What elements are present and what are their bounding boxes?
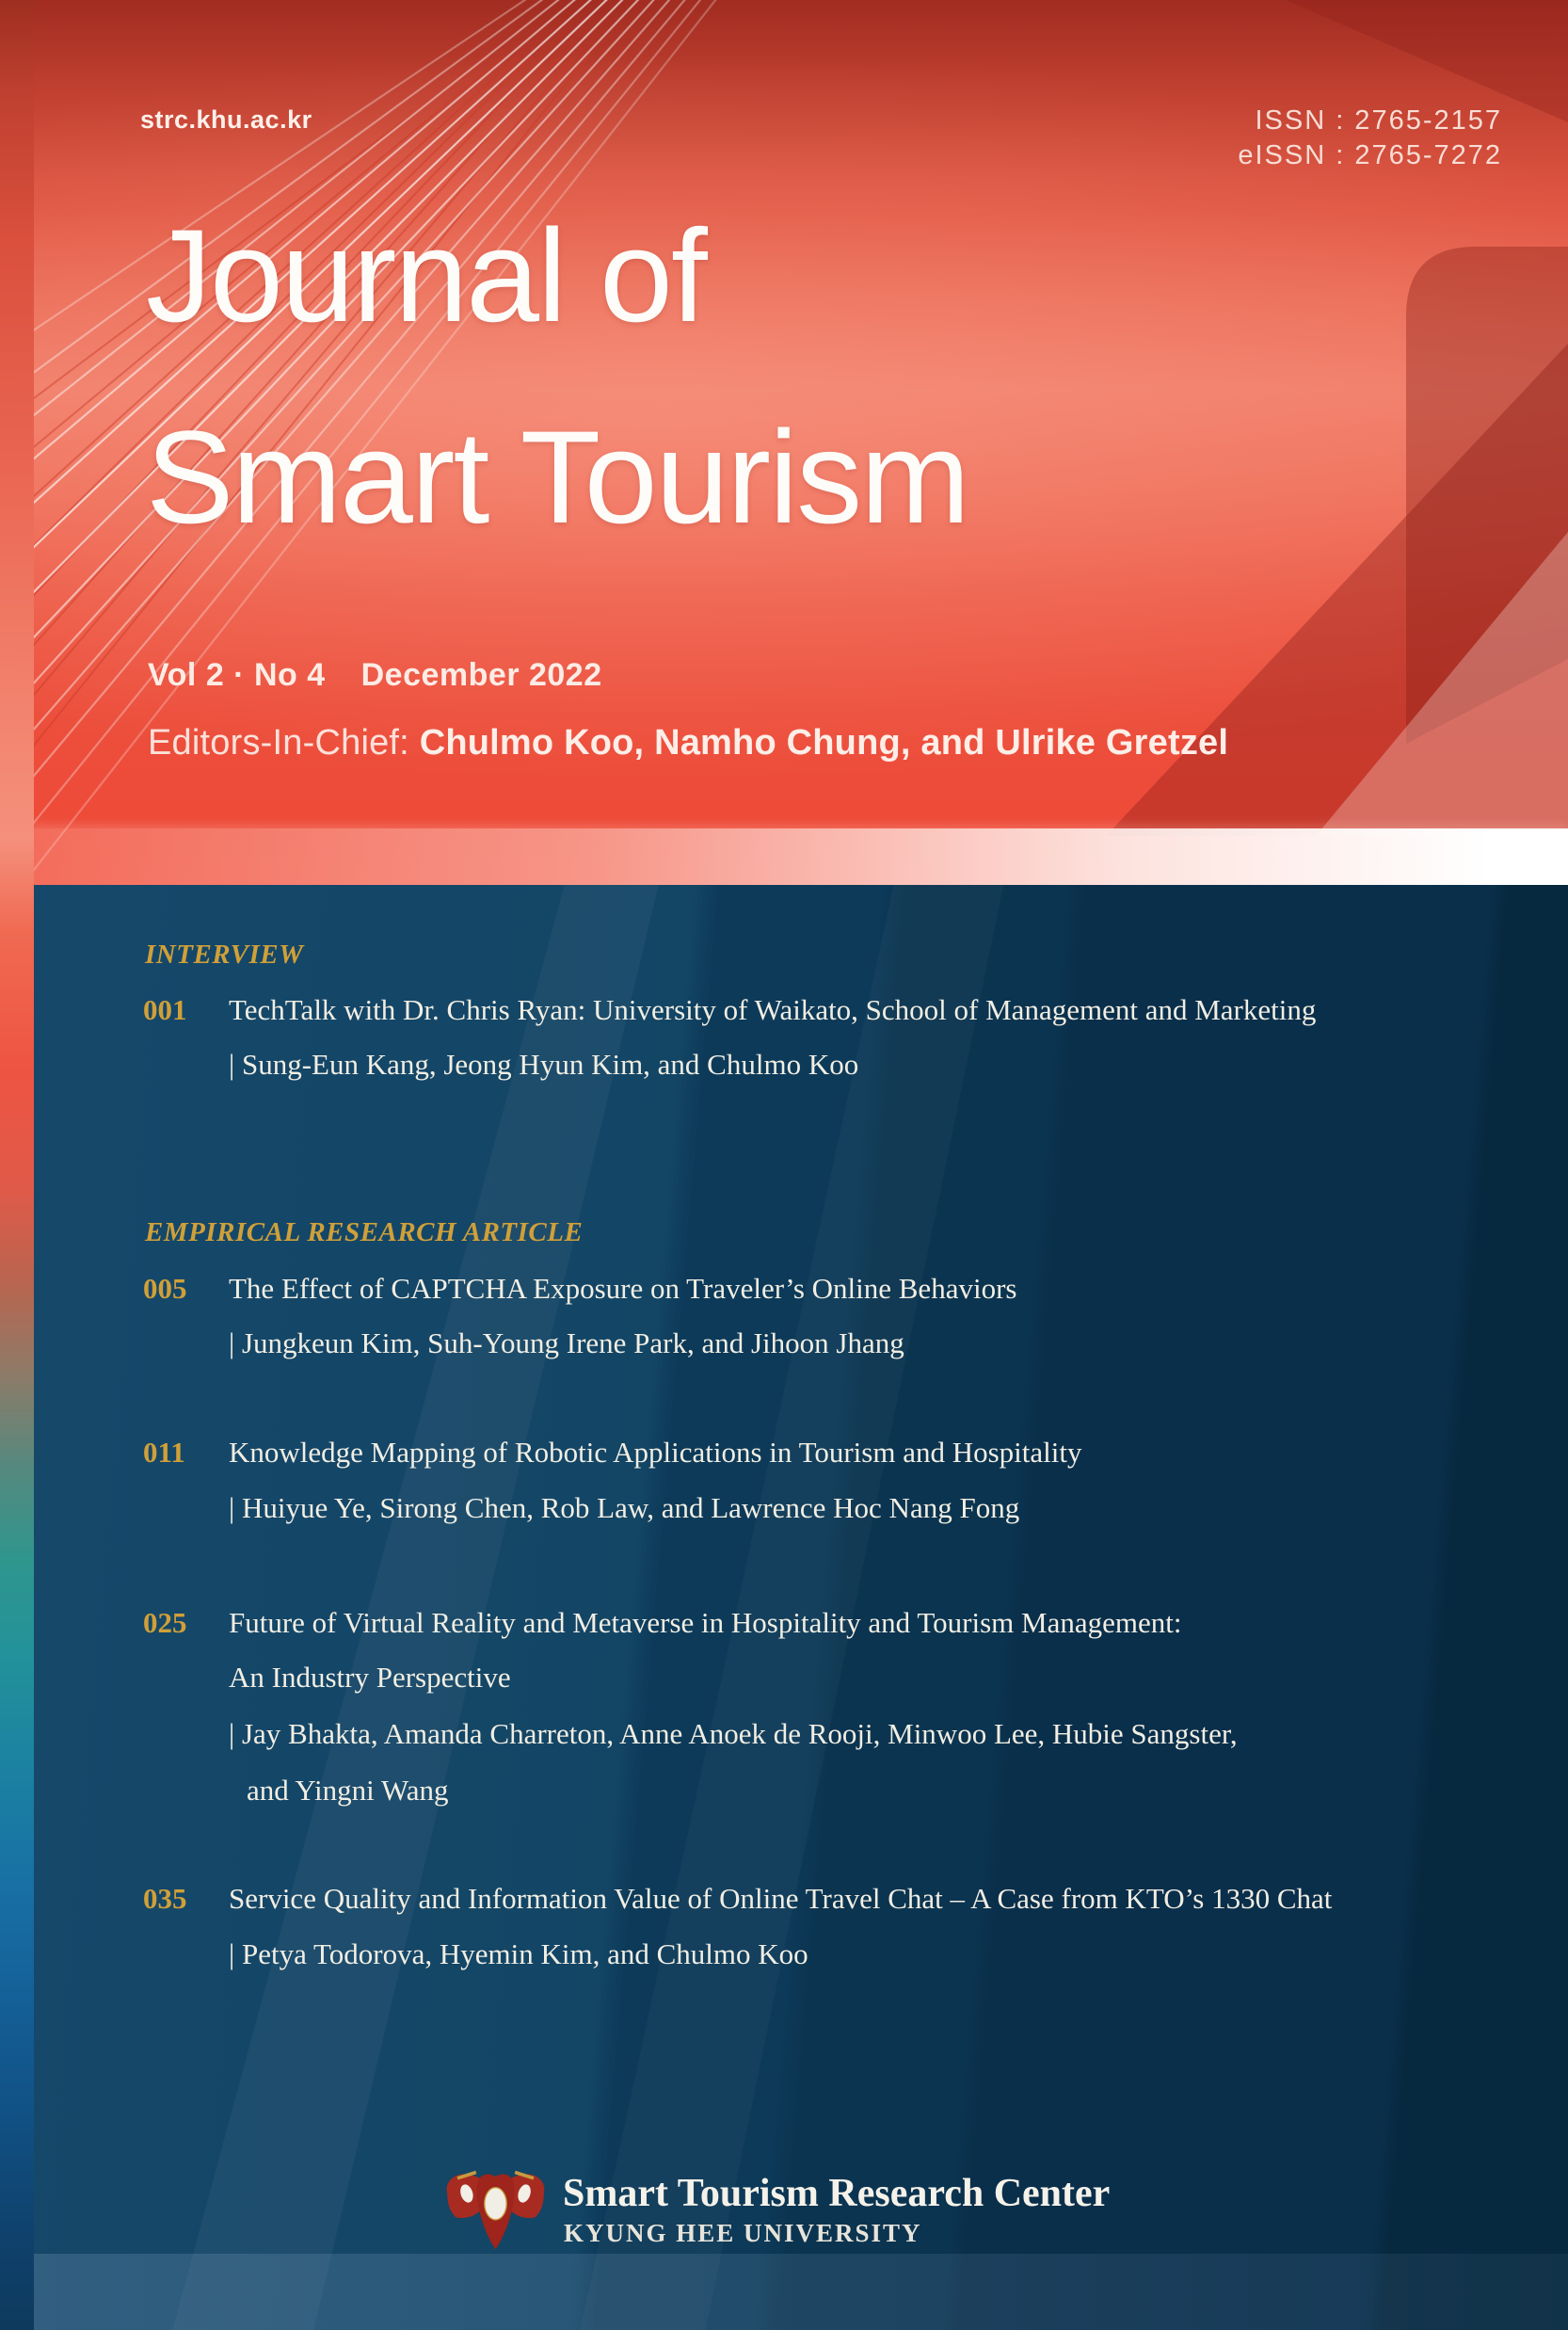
issn-block bbox=[1238, 104, 1502, 173]
toc-section-heading-empirical: EMPIRICAL RESEARCH ARTICLE bbox=[145, 1217, 584, 1247]
kyung-hee-crest-icon bbox=[440, 2167, 551, 2254]
research-center-name: Smart Tourism Research Center bbox=[563, 2172, 1111, 2215]
toc-page-number: 001 bbox=[143, 993, 187, 1026]
toc-article-title: TechTalk with Dr. Chris Ryan: University of Waikato, School of Management and Marketing bbox=[229, 993, 1317, 1026]
toc-article-title-line2: An Industry Perspective bbox=[229, 1661, 511, 1694]
volume-issue-line bbox=[148, 657, 602, 694]
toc-article-authors: | Jungkeun Kim, Suh-Young Irene Park, and Jihoon Jhang bbox=[229, 1326, 904, 1359]
footer-band bbox=[0, 2254, 1568, 2330]
university-name: KYUNG HEE UNIVERSITY bbox=[564, 2219, 922, 2247]
editors-label: Editors-In-Chief: bbox=[148, 723, 409, 763]
toc-page-number: 005 bbox=[143, 1272, 187, 1305]
journal-title-line2: Smart Tourism bbox=[146, 403, 968, 551]
site-url: strc.khu.ac.kr bbox=[140, 105, 312, 134]
header-red-section bbox=[0, 0, 1568, 885]
toc-page-number: 025 bbox=[143, 1606, 187, 1639]
toc-article-title: The Effect of CAPTCHA Exposure on Traveler’s Online Behaviors bbox=[229, 1272, 1017, 1305]
editors-line bbox=[148, 723, 1228, 763]
toc-page-number: 035 bbox=[143, 1882, 187, 1915]
separator-gradient-band bbox=[0, 828, 1568, 885]
toc-article-title: Future of Virtual Reality and Metaverse in Hospitality and Tourism Management: bbox=[229, 1606, 1182, 1639]
toc-section-heading-interview: INTERVIEW bbox=[145, 940, 304, 970]
left-edge-gradient-stripe bbox=[0, 0, 34, 2330]
toc-article-authors: | Huiyue Ye, Sirong Chen, Rob Law, and Lawrence Hoc Nang Fong bbox=[229, 1491, 1020, 1524]
issn-print: ISSN : 2765-2157 bbox=[1255, 105, 1502, 136]
toc-page-number: 011 bbox=[143, 1436, 185, 1469]
toc-article-title: Knowledge Mapping of Robotic Applications in Tourism and Hospitality bbox=[229, 1436, 1082, 1469]
issue-date: December 2022 bbox=[360, 657, 602, 693]
volume-issue: Vol 2 · No 4 bbox=[148, 657, 326, 693]
issn-electronic: eISSN : 2765-7272 bbox=[1238, 140, 1502, 170]
toc-navy-section bbox=[0, 885, 1568, 2330]
toc-article-title: Service Quality and Information Value of Online Travel Chat – A Case from KTO’s 1330 Chat bbox=[229, 1882, 1333, 1915]
editors-names: Chulmo Koo, Namho Chung, and Ulrike Gretzel bbox=[419, 723, 1229, 763]
toc-article-authors: | Sung-Eun Kang, Jeong Hyun Kim, and Chulmo Koo bbox=[229, 1048, 859, 1081]
toc-article-authors-line2: and Yingni Wang bbox=[247, 1774, 449, 1807]
toc-article-authors: | Jay Bhakta, Amanda Charreton, Anne Anoek de Rooji, Minwoo Lee, Hubie Sangster, bbox=[229, 1717, 1238, 1750]
journal-title-line1: Journal of bbox=[146, 201, 706, 349]
toc-article-authors: | Petya Todorova, Hyemin Kim, and Chulmo Koo bbox=[229, 1937, 808, 1970]
